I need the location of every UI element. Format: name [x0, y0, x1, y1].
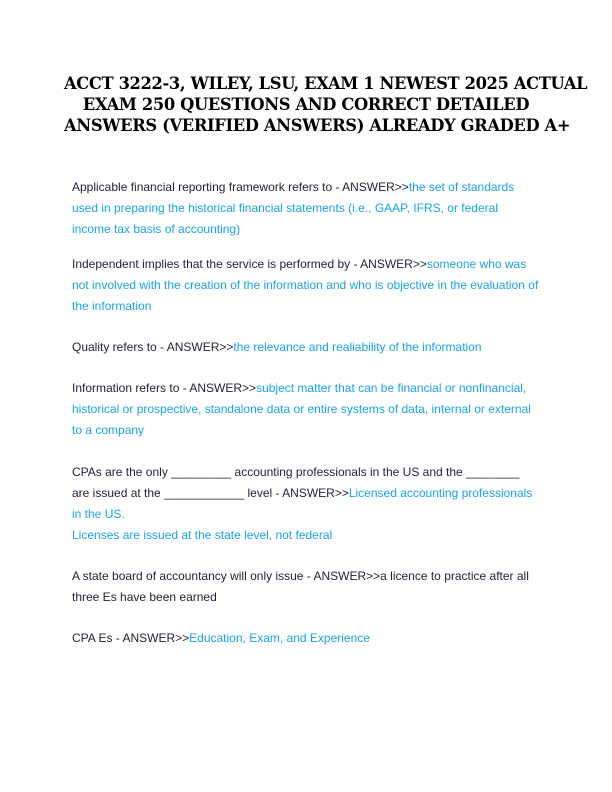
question-text: Independent implies that the service is performed by - ANSWER>> [72, 257, 427, 271]
qa-line [72, 378, 546, 399]
qa-item [72, 177, 546, 240]
question-text: CPAs are the only _________ accounting professionals in the US and the ________ [72, 465, 520, 479]
qa-item [72, 254, 546, 317]
title-line: ACCT 3222-3, WILEY, LSU, EXAM 1 NEWEST 2025 ACTUAL [64, 74, 588, 93]
answer-text: not involved with the creation of the information and who is objective in the evaluation of [72, 278, 539, 292]
qa-item [72, 337, 546, 358]
answer-text: the set of standards [408, 180, 515, 194]
answer-text: the relevance and realiability of the information [233, 340, 482, 354]
question-text: A state board of accountancy will only issue - ANSWER>>a licence to practice after all [72, 569, 529, 583]
document-title [64, 73, 588, 136]
answer-text: someone who was [426, 257, 527, 271]
question-text: CPA Es - ANSWER>> [72, 631, 190, 645]
question-text: Quality refers to - ANSWER>> [72, 340, 234, 354]
answer-text: to a company [72, 423, 145, 437]
answer-text: income tax basis of accounting) [72, 222, 241, 236]
qa-item [72, 566, 546, 608]
qa-item [72, 378, 546, 441]
title-line: EXAM 250 QUESTIONS AND CORRECT DETAILED [82, 95, 530, 114]
qa-line [72, 337, 546, 358]
answer-text: used in preparing the historical financial statements (i.e., GAAP, IFRS, or federal [72, 201, 498, 215]
qa-line [72, 177, 546, 198]
answer-text: historical or prospective, standalone data or entire systems of data, internal or external [72, 402, 531, 416]
qa-item [72, 462, 546, 546]
answer-text: subject matter that can be financial or nonfinancial, [256, 381, 527, 395]
answer-text: Licenses are issued at the state level, not federal [72, 528, 333, 542]
qa-item [72, 628, 546, 649]
title-line: ANSWERS (VERIFIED ANSWERS) ALREADY GRADED A+ [64, 116, 571, 135]
answer-text: in the US. [72, 507, 125, 521]
question-text: Applicable financial reporting framework refers to - ANSWER>> [72, 180, 409, 194]
answer-text: the information [72, 299, 152, 313]
question-text: are issued at the ____________ level - ANSWER>> [72, 486, 349, 500]
qa-line [72, 628, 546, 649]
question-text: Information refers to - ANSWER>> [72, 381, 257, 395]
qa-line [72, 254, 546, 275]
answer-text: Licensed accounting professionals [348, 486, 533, 500]
answer-text: Education, Exam, and Experience [189, 631, 370, 645]
qa-line [72, 483, 546, 504]
question-text: three Es have been earned [72, 590, 217, 604]
